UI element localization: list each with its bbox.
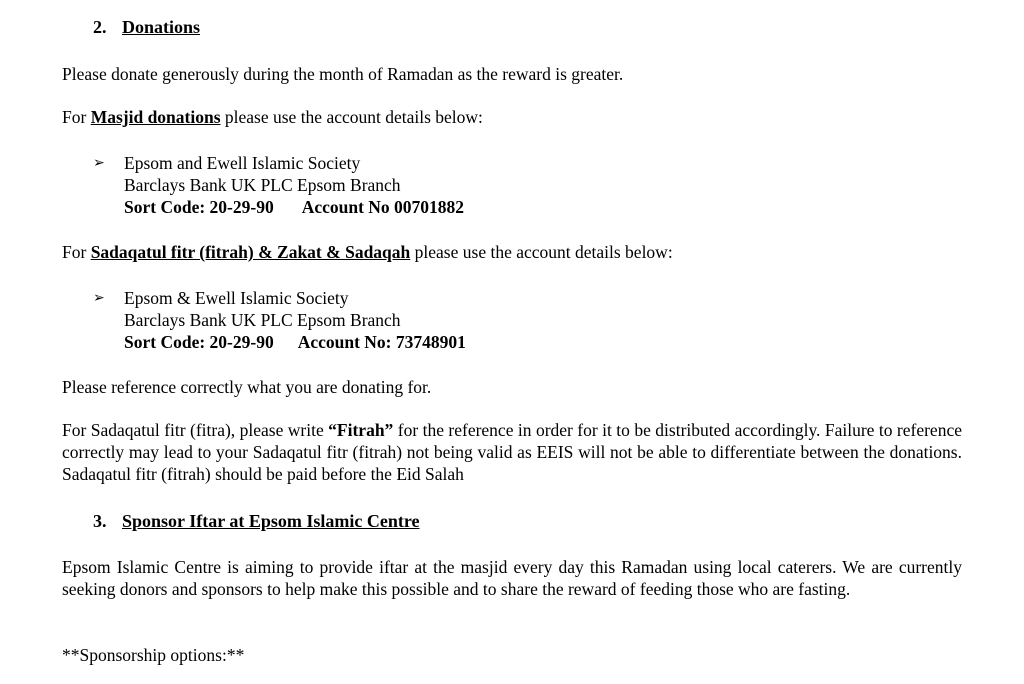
section-2-heading bbox=[93, 16, 200, 38]
fitrah-paragraph bbox=[62, 419, 962, 485]
zakat-bank-name: Barclays Bank UK PLC Epsom Branch bbox=[124, 310, 401, 330]
masjid-prefix: For bbox=[62, 107, 91, 127]
masjid-sort-code: Sort Code: 20-29-90 bbox=[124, 197, 274, 217]
zakat-sort-code: Sort Code: 20-29-90 bbox=[124, 332, 274, 352]
zakat-account-number: Account No: 73748901 bbox=[297, 332, 466, 352]
zakat-donations-label: Sadaqatul fitr (fitrah) & Zakat & Sadaqah bbox=[90, 242, 411, 262]
reference-note: Please reference correctly what you are donating for. bbox=[62, 377, 432, 397]
arrow-bullet-icon: ➢ bbox=[93, 155, 105, 171]
zakat-donations-line bbox=[62, 241, 673, 263]
section-2-title: Donations bbox=[122, 17, 201, 37]
fitrah-before: For Sadaqatul fitr (fitra), please write bbox=[62, 420, 329, 440]
masjid-account-number: Account No 00701882 bbox=[301, 197, 465, 217]
masjid-donations-label: Masjid donations bbox=[90, 107, 221, 127]
section-3-heading bbox=[93, 510, 420, 532]
masjid-account-codes bbox=[124, 196, 464, 218]
fitrah-after: for the reference in order for it to be distributed accordingly. Failure to reference correctly may lead to your Sadaqatul fitr (fitrah) not being valid as EEIS will not be able to differentiate between the donations. Sadaqatul fitr (fitrah) should be paid before the Eid Salah bbox=[62, 420, 962, 484]
fitrah-keyword: “Fitrah” bbox=[328, 420, 394, 440]
zakat-account-name: Epsom & Ewell Islamic Society bbox=[124, 288, 349, 308]
iftar-paragraph: Epsom Islamic Centre is aiming to provide iftar at the masjid every day this Ramadan using local caterers. We are currently seeking donors and sponsors to help make this possible and to share the reward of feeding those who are fasting. bbox=[62, 557, 962, 599]
section-2-number: 2. bbox=[93, 17, 107, 37]
arrow-bullet-icon: ➢ bbox=[93, 290, 105, 306]
section-3-title: Sponsor Iftar at Epsom Islamic Centre bbox=[122, 511, 420, 531]
masjid-account-block bbox=[124, 152, 464, 218]
sponsorship-options-label: **Sponsorship options:** bbox=[62, 645, 245, 665]
zakat-account-block bbox=[124, 287, 466, 353]
masjid-suffix: please use the account details below: bbox=[220, 107, 483, 127]
section-3-number: 3. bbox=[93, 511, 107, 531]
masjid-donations-line bbox=[62, 106, 483, 128]
masjid-bank-name: Barclays Bank UK PLC Epsom Branch bbox=[124, 175, 401, 195]
masjid-account-name: Epsom and Ewell Islamic Society bbox=[124, 153, 361, 173]
zakat-suffix: please use the account details below: bbox=[410, 242, 673, 262]
zakat-account-codes bbox=[124, 331, 466, 353]
donations-intro: Please donate generously during the month of Ramadan as the reward is greater. bbox=[62, 64, 624, 84]
zakat-prefix: For bbox=[62, 242, 91, 262]
